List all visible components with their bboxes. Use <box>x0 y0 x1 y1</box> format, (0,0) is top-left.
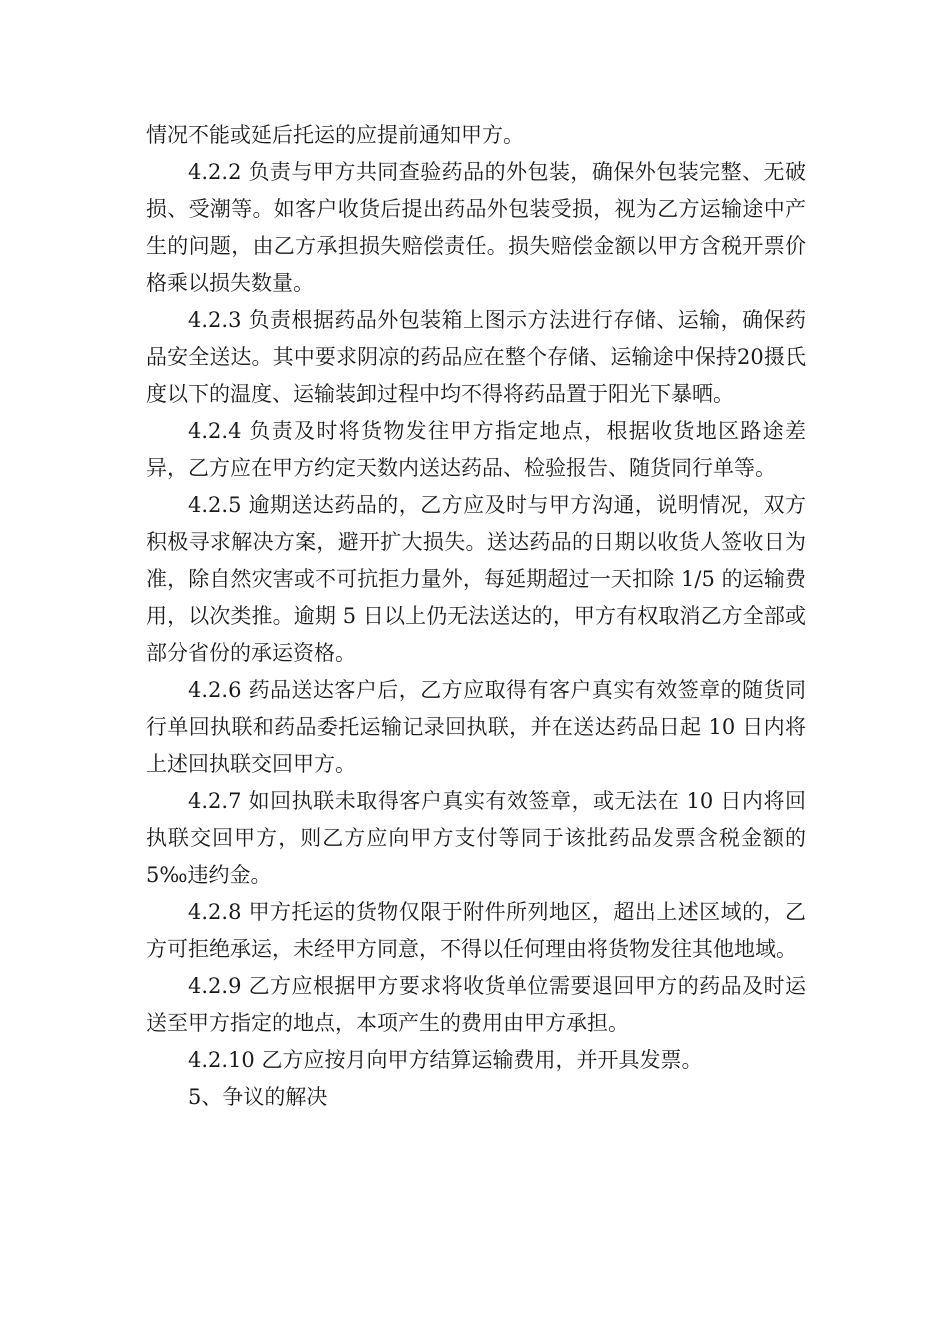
paragraph-4-2-8: 4.2.8 甲方托运的货物仅限于附件所列地区，超出上述区域的，乙方可拒绝承运，未经甲方同意，不得以任何理由将货物发往其他地域。 <box>146 900 806 961</box>
paragraph-4-2-7: 4.2.7 如回执联未取得客户真实有效签章，或无法在 10 日内将回执联交回甲方，则乙方应向甲方支付等同于该批药品发票含税金额的 5‰违约金。 <box>146 789 806 887</box>
paragraph-4-2-2: 4.2.2 负责与甲方共同查验药品的外包装，确保外包装完整、无破损、受潮等。如客户收货后提出药品外包装受损，视为乙方运输途中产生的问题，由乙方承担损失赔偿责任。损失赔偿金额以甲方含税开票价格乘以损失数量。 <box>146 160 806 295</box>
paragraph-4-2-5: 4.2.5 逾期送达药品的，乙方应及时与甲方沟通，说明情况，双方积极寻求解决方案，避开扩大损失。送达药品的日期以收货人签收日为准，除自然灾害或不可抗拒力量外，每延期超过一天扣除 1/5 的运输费用，以次类推。逾期 5 日以上仍无法送达的，甲方有权取消乙方全部或部分省份的承运资格。 <box>146 493 806 665</box>
paragraph-4-2-4: 4.2.4 负责及时将货物发往甲方指定地点，根据收货地区路途差异，乙方应在甲方约定天数内送达药品、检验报告、随货同行单等。 <box>146 419 806 480</box>
paragraph-4-2-10: 4.2.10 乙方应按月向甲方结算运输费用，并开具发票。 <box>188 1048 703 1072</box>
paragraph-4-2-9: 4.2.9 乙方应根据甲方要求将收货单位需要退回甲方的药品及时运送至甲方指定的地点，本项产生的费用由甲方承担。 <box>146 974 806 1035</box>
document-body <box>146 117 806 1116</box>
section-heading-5: 5、争议的解决 <box>188 1085 328 1109</box>
paragraph-4-2-3: 4.2.3 负责根据药品外包装箱上图示方法进行存储、运输，确保药品安全送达。其中要求阴凉的药品应在整个存储、运输途中保持20摄氏度以下的温度、运输装卸过程中均不得将药品置于阳光下暴晒。 <box>146 308 806 406</box>
paragraph-continuation: 情况不能或延后托运的应提前通知甲方。 <box>146 123 524 147</box>
paragraph-4-2-6: 4.2.6 药品送达客户后，乙方应取得有客户真实有效签章的随货同行单回执联和药品委托运输记录回执联，并在送达药品日起 10 日内将上述回执联交回甲方。 <box>146 678 806 776</box>
